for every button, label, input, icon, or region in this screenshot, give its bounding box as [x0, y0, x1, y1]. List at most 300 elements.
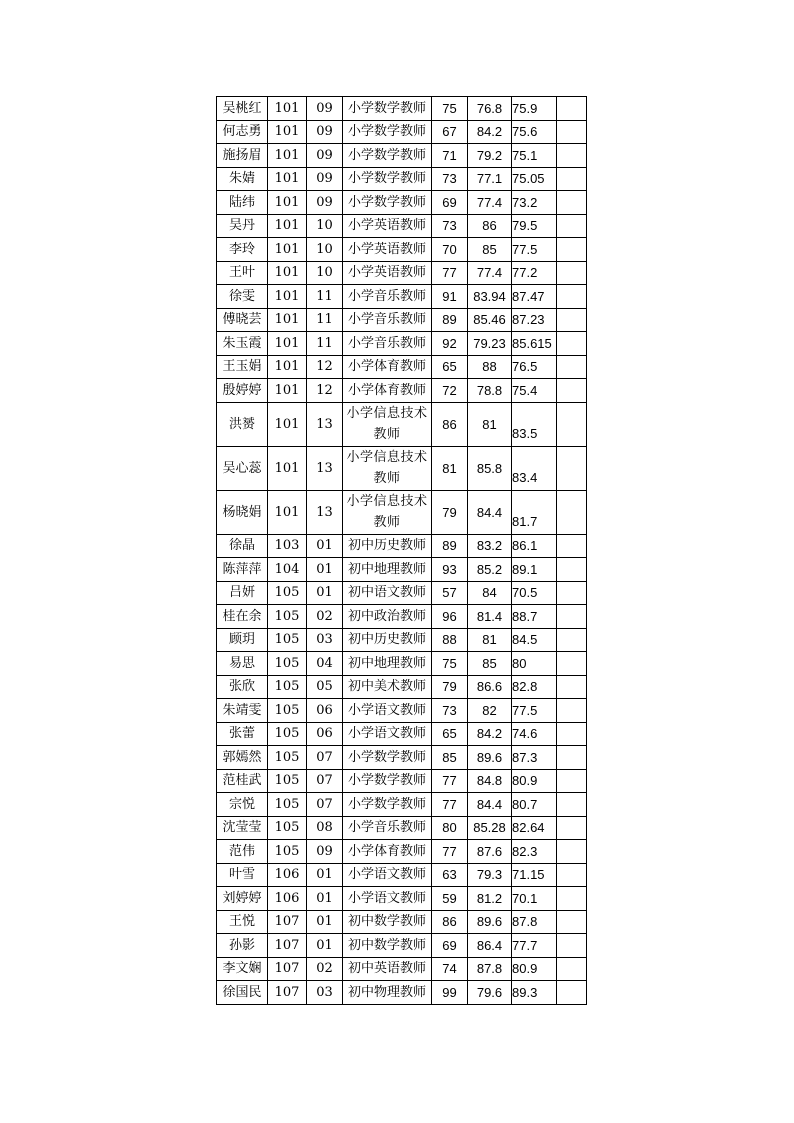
note-cell [557, 285, 587, 309]
total-score-cell: 87.47 [512, 285, 557, 309]
candidate-name-cell: 孙影 [217, 934, 268, 958]
unit-code-cell: 105 [268, 840, 307, 864]
position-name-cell: 小学数学教师 [343, 746, 432, 770]
position-name-cell: 初中语文教师 [343, 581, 432, 605]
unit-code-cell: 105 [268, 652, 307, 676]
note-cell [557, 490, 587, 534]
table-row [217, 793, 587, 817]
position-name-cell: 小学信息技术教师 [343, 402, 432, 446]
position-name-cell: 小学音乐教师 [343, 285, 432, 309]
position-name-cell: 小学信息技术教师 [343, 490, 432, 534]
unit-code-cell: 101 [268, 379, 307, 403]
interview-score-cell: 77.4 [468, 191, 512, 215]
note-cell [557, 957, 587, 981]
position-name-cell: 初中地理教师 [343, 558, 432, 582]
unit-code-cell: 107 [268, 981, 307, 1005]
note-cell [557, 840, 587, 864]
written-score-cell: 77 [432, 793, 468, 817]
candidate-name-cell: 张欣 [217, 675, 268, 699]
position-code-cell: 10 [307, 214, 343, 238]
candidate-name-cell: 徐雯 [217, 285, 268, 309]
candidate-name-cell: 李玲 [217, 238, 268, 262]
position-code-cell: 01 [307, 558, 343, 582]
total-score-cell: 79.5 [512, 214, 557, 238]
candidate-name-cell: 沈莹莹 [217, 816, 268, 840]
unit-code-cell: 101 [268, 490, 307, 534]
table-row [217, 934, 587, 958]
note-cell [557, 628, 587, 652]
position-name-cell: 小学语文教师 [343, 722, 432, 746]
position-name-cell: 初中历史教师 [343, 534, 432, 558]
total-score-cell: 77.5 [512, 238, 557, 262]
candidate-name-cell: 徐晶 [217, 534, 268, 558]
written-score-cell: 77 [432, 840, 468, 864]
written-score-cell: 65 [432, 355, 468, 379]
position-code-cell: 09 [307, 120, 343, 144]
position-code-cell: 03 [307, 981, 343, 1005]
position-name-cell: 初中物理教师 [343, 981, 432, 1005]
note-cell [557, 238, 587, 262]
written-score-cell: 69 [432, 191, 468, 215]
total-score-cell: 70.5 [512, 581, 557, 605]
written-score-cell: 63 [432, 863, 468, 887]
total-score-cell: 75.05 [512, 167, 557, 191]
table-row [217, 534, 587, 558]
written-score-cell: 99 [432, 981, 468, 1005]
note-cell [557, 558, 587, 582]
written-score-cell: 70 [432, 238, 468, 262]
total-score-cell: 87.23 [512, 308, 557, 332]
interview-score-cell: 79.3 [468, 863, 512, 887]
total-score-cell: 77.2 [512, 261, 557, 285]
table-row [217, 261, 587, 285]
unit-code-cell: 101 [268, 238, 307, 262]
written-score-cell: 73 [432, 214, 468, 238]
unit-code-cell: 101 [268, 214, 307, 238]
position-name-cell: 小学数学教师 [343, 167, 432, 191]
position-code-cell: 09 [307, 144, 343, 168]
position-code-cell: 04 [307, 652, 343, 676]
written-score-cell: 89 [432, 308, 468, 332]
written-score-cell: 75 [432, 652, 468, 676]
position-code-cell: 12 [307, 379, 343, 403]
position-name-cell: 小学英语教师 [343, 238, 432, 262]
position-code-cell: 01 [307, 863, 343, 887]
interview-score-cell: 84.2 [468, 722, 512, 746]
table-row [217, 490, 587, 534]
note-cell [557, 910, 587, 934]
table-row [217, 605, 587, 629]
note-cell [557, 981, 587, 1005]
unit-code-cell: 101 [268, 355, 307, 379]
interview-score-cell: 89.6 [468, 910, 512, 934]
position-code-cell: 09 [307, 167, 343, 191]
written-score-cell: 80 [432, 816, 468, 840]
note-cell [557, 887, 587, 911]
written-score-cell: 75 [432, 97, 468, 121]
total-score-cell: 83.4 [512, 446, 557, 490]
candidate-name-cell: 陈萍萍 [217, 558, 268, 582]
table-row [217, 558, 587, 582]
table-body [217, 97, 587, 1005]
unit-code-cell: 105 [268, 605, 307, 629]
written-score-cell: 86 [432, 402, 468, 446]
note-cell [557, 769, 587, 793]
position-code-cell: 01 [307, 534, 343, 558]
candidate-name-cell: 李文娴 [217, 957, 268, 981]
position-name-cell: 小学数学教师 [343, 769, 432, 793]
total-score-cell: 73.2 [512, 191, 557, 215]
written-score-cell: 79 [432, 675, 468, 699]
candidate-name-cell: 杨晓娟 [217, 490, 268, 534]
unit-code-cell: 101 [268, 402, 307, 446]
position-code-cell: 01 [307, 581, 343, 605]
note-cell [557, 379, 587, 403]
candidate-name-cell: 何志勇 [217, 120, 268, 144]
interview-score-cell: 86 [468, 214, 512, 238]
written-score-cell: 59 [432, 887, 468, 911]
interview-score-cell: 86.4 [468, 934, 512, 958]
total-score-cell: 86.1 [512, 534, 557, 558]
table-row [217, 285, 587, 309]
position-name-cell: 小学音乐教师 [343, 308, 432, 332]
written-score-cell: 96 [432, 605, 468, 629]
interview-score-cell: 79.2 [468, 144, 512, 168]
note-cell [557, 308, 587, 332]
candidate-name-cell: 张蕾 [217, 722, 268, 746]
written-score-cell: 89 [432, 534, 468, 558]
note-cell [557, 534, 587, 558]
unit-code-cell: 105 [268, 581, 307, 605]
written-score-cell: 73 [432, 167, 468, 191]
table-row [217, 238, 587, 262]
unit-code-cell: 105 [268, 675, 307, 699]
note-cell [557, 446, 587, 490]
candidate-name-cell: 郭嫣然 [217, 746, 268, 770]
total-score-cell: 75.4 [512, 379, 557, 403]
note-cell [557, 191, 587, 215]
total-score-cell: 80 [512, 652, 557, 676]
note-cell [557, 675, 587, 699]
interview-score-cell: 82 [468, 699, 512, 723]
table-row [217, 769, 587, 793]
candidate-name-cell: 陆纬 [217, 191, 268, 215]
table-row [217, 214, 587, 238]
unit-code-cell: 105 [268, 769, 307, 793]
written-score-cell: 93 [432, 558, 468, 582]
total-score-cell: 89.1 [512, 558, 557, 582]
interview-score-cell: 85.28 [468, 816, 512, 840]
interview-score-cell: 83.94 [468, 285, 512, 309]
written-score-cell: 73 [432, 699, 468, 723]
table-row [217, 332, 587, 356]
score-table [216, 96, 587, 1005]
interview-score-cell: 76.8 [468, 97, 512, 121]
position-code-cell: 01 [307, 910, 343, 934]
position-code-cell: 02 [307, 957, 343, 981]
note-cell [557, 934, 587, 958]
position-code-cell: 07 [307, 769, 343, 793]
position-name-cell: 小学数学教师 [343, 120, 432, 144]
written-score-cell: 57 [432, 581, 468, 605]
table-row [217, 746, 587, 770]
total-score-cell: 80.7 [512, 793, 557, 817]
position-name-cell: 小学数学教师 [343, 191, 432, 215]
unit-code-cell: 101 [268, 191, 307, 215]
position-code-cell: 13 [307, 490, 343, 534]
candidate-name-cell: 吴心蕊 [217, 446, 268, 490]
candidate-name-cell: 徐国民 [217, 981, 268, 1005]
note-cell [557, 120, 587, 144]
table-row [217, 722, 587, 746]
position-code-cell: 11 [307, 285, 343, 309]
total-score-cell: 82.3 [512, 840, 557, 864]
written-score-cell: 65 [432, 722, 468, 746]
interview-score-cell: 89.6 [468, 746, 512, 770]
position-name-cell: 小学英语教师 [343, 261, 432, 285]
written-score-cell: 72 [432, 379, 468, 403]
note-cell [557, 332, 587, 356]
position-name-cell: 小学语文教师 [343, 699, 432, 723]
interview-score-cell: 85 [468, 238, 512, 262]
position-code-cell: 09 [307, 97, 343, 121]
unit-code-cell: 105 [268, 746, 307, 770]
unit-code-cell: 101 [268, 332, 307, 356]
position-code-cell: 03 [307, 628, 343, 652]
total-score-cell: 87.3 [512, 746, 557, 770]
position-code-cell: 09 [307, 191, 343, 215]
table-row [217, 652, 587, 676]
total-score-cell: 82.8 [512, 675, 557, 699]
total-score-cell: 76.5 [512, 355, 557, 379]
total-score-cell: 74.6 [512, 722, 557, 746]
unit-code-cell: 105 [268, 699, 307, 723]
table-row [217, 97, 587, 121]
position-code-cell: 07 [307, 793, 343, 817]
total-score-cell: 77.5 [512, 699, 557, 723]
unit-code-cell: 101 [268, 261, 307, 285]
position-code-cell: 07 [307, 746, 343, 770]
unit-code-cell: 107 [268, 957, 307, 981]
interview-score-cell: 79.23 [468, 332, 512, 356]
note-cell [557, 214, 587, 238]
total-score-cell: 75.9 [512, 97, 557, 121]
interview-score-cell: 86.6 [468, 675, 512, 699]
interview-score-cell: 85.2 [468, 558, 512, 582]
interview-score-cell: 84.8 [468, 769, 512, 793]
interview-score-cell: 83.2 [468, 534, 512, 558]
table-row [217, 308, 587, 332]
unit-code-cell: 103 [268, 534, 307, 558]
total-score-cell: 87.8 [512, 910, 557, 934]
position-name-cell: 小学数学教师 [343, 97, 432, 121]
candidate-name-cell: 傅晓芸 [217, 308, 268, 332]
candidate-name-cell: 顾玥 [217, 628, 268, 652]
table-row [217, 863, 587, 887]
position-code-cell: 05 [307, 675, 343, 699]
position-code-cell: 08 [307, 816, 343, 840]
table-row [217, 840, 587, 864]
interview-score-cell: 81.2 [468, 887, 512, 911]
unit-code-cell: 107 [268, 910, 307, 934]
candidate-name-cell: 宗悦 [217, 793, 268, 817]
total-score-cell: 89.3 [512, 981, 557, 1005]
total-score-cell: 82.64 [512, 816, 557, 840]
total-score-cell: 83.5 [512, 402, 557, 446]
note-cell [557, 97, 587, 121]
position-name-cell: 初中数学教师 [343, 934, 432, 958]
total-score-cell: 81.7 [512, 490, 557, 534]
unit-code-cell: 105 [268, 628, 307, 652]
interview-score-cell: 78.8 [468, 379, 512, 403]
table-row [217, 910, 587, 934]
table-row [217, 981, 587, 1005]
candidate-name-cell: 吕妍 [217, 581, 268, 605]
interview-score-cell: 87.8 [468, 957, 512, 981]
position-name-cell: 初中美术教师 [343, 675, 432, 699]
unit-code-cell: 101 [268, 308, 307, 332]
position-name-cell: 小学数学教师 [343, 793, 432, 817]
candidate-name-cell: 殷婷婷 [217, 379, 268, 403]
table-row [217, 355, 587, 379]
candidate-name-cell: 范伟 [217, 840, 268, 864]
written-score-cell: 92 [432, 332, 468, 356]
interview-score-cell: 85.46 [468, 308, 512, 332]
interview-score-cell: 85.8 [468, 446, 512, 490]
table-row [217, 816, 587, 840]
interview-score-cell: 84.2 [468, 120, 512, 144]
unit-code-cell: 104 [268, 558, 307, 582]
unit-code-cell: 101 [268, 97, 307, 121]
unit-code-cell: 107 [268, 934, 307, 958]
candidate-name-cell: 施扬眉 [217, 144, 268, 168]
candidate-name-cell: 王叶 [217, 261, 268, 285]
note-cell [557, 722, 587, 746]
candidate-name-cell: 范桂武 [217, 769, 268, 793]
position-name-cell: 小学数学教师 [343, 144, 432, 168]
position-name-cell: 初中地理教师 [343, 652, 432, 676]
unit-code-cell: 101 [268, 446, 307, 490]
total-score-cell: 80.9 [512, 769, 557, 793]
candidate-name-cell: 叶雪 [217, 863, 268, 887]
position-name-cell: 小学英语教师 [343, 214, 432, 238]
note-cell [557, 746, 587, 770]
position-code-cell: 11 [307, 332, 343, 356]
position-name-cell: 小学体育教师 [343, 355, 432, 379]
written-score-cell: 86 [432, 910, 468, 934]
position-name-cell: 初中历史教师 [343, 628, 432, 652]
position-code-cell: 11 [307, 308, 343, 332]
interview-score-cell: 88 [468, 355, 512, 379]
table-row [217, 957, 587, 981]
position-name-cell: 小学语文教师 [343, 887, 432, 911]
table-row [217, 120, 587, 144]
total-score-cell: 70.1 [512, 887, 557, 911]
position-name-cell: 初中政治教师 [343, 605, 432, 629]
note-cell [557, 816, 587, 840]
written-score-cell: 67 [432, 120, 468, 144]
position-name-cell: 小学体育教师 [343, 379, 432, 403]
written-score-cell: 85 [432, 746, 468, 770]
note-cell [557, 652, 587, 676]
note-cell [557, 863, 587, 887]
unit-code-cell: 101 [268, 120, 307, 144]
note-cell [557, 167, 587, 191]
table-row [217, 379, 587, 403]
written-score-cell: 71 [432, 144, 468, 168]
written-score-cell: 79 [432, 490, 468, 534]
interview-score-cell: 81 [468, 402, 512, 446]
table-row [217, 699, 587, 723]
interview-score-cell: 84.4 [468, 490, 512, 534]
unit-code-cell: 106 [268, 887, 307, 911]
table-row [217, 675, 587, 699]
position-name-cell: 小学信息技术教师 [343, 446, 432, 490]
interview-score-cell: 81 [468, 628, 512, 652]
written-score-cell: 81 [432, 446, 468, 490]
position-code-cell: 02 [307, 605, 343, 629]
position-name-cell: 小学音乐教师 [343, 332, 432, 356]
note-cell [557, 793, 587, 817]
position-code-cell: 06 [307, 699, 343, 723]
position-name-cell: 初中数学教师 [343, 910, 432, 934]
unit-code-cell: 105 [268, 816, 307, 840]
candidate-name-cell: 刘婷婷 [217, 887, 268, 911]
position-name-cell: 初中英语教师 [343, 957, 432, 981]
interview-score-cell: 77.1 [468, 167, 512, 191]
position-code-cell: 01 [307, 887, 343, 911]
interview-score-cell: 81.4 [468, 605, 512, 629]
written-score-cell: 69 [432, 934, 468, 958]
table-row [217, 446, 587, 490]
position-code-cell: 10 [307, 261, 343, 285]
unit-code-cell: 101 [268, 144, 307, 168]
unit-code-cell: 106 [268, 863, 307, 887]
total-score-cell: 75.6 [512, 120, 557, 144]
interview-score-cell: 85 [468, 652, 512, 676]
unit-code-cell: 101 [268, 285, 307, 309]
total-score-cell: 77.7 [512, 934, 557, 958]
written-score-cell: 77 [432, 769, 468, 793]
candidate-name-cell: 朱婧 [217, 167, 268, 191]
candidate-name-cell: 王悦 [217, 910, 268, 934]
total-score-cell: 75.1 [512, 144, 557, 168]
table-row [217, 191, 587, 215]
interview-score-cell: 79.6 [468, 981, 512, 1005]
candidate-name-cell: 洪赟 [217, 402, 268, 446]
written-score-cell: 88 [432, 628, 468, 652]
candidate-name-cell: 吴桃红 [217, 97, 268, 121]
total-score-cell: 71.15 [512, 863, 557, 887]
table-row [217, 887, 587, 911]
position-code-cell: 13 [307, 402, 343, 446]
candidate-name-cell: 王玉娟 [217, 355, 268, 379]
total-score-cell: 88.7 [512, 605, 557, 629]
position-code-cell: 12 [307, 355, 343, 379]
candidate-name-cell: 朱靖雯 [217, 699, 268, 723]
interview-score-cell: 84.4 [468, 793, 512, 817]
note-cell [557, 402, 587, 446]
table-row [217, 628, 587, 652]
written-score-cell: 77 [432, 261, 468, 285]
table-row [217, 167, 587, 191]
written-score-cell: 91 [432, 285, 468, 309]
written-score-cell: 74 [432, 957, 468, 981]
note-cell [557, 355, 587, 379]
position-name-cell: 小学语文教师 [343, 863, 432, 887]
unit-code-cell: 105 [268, 793, 307, 817]
position-code-cell: 01 [307, 934, 343, 958]
